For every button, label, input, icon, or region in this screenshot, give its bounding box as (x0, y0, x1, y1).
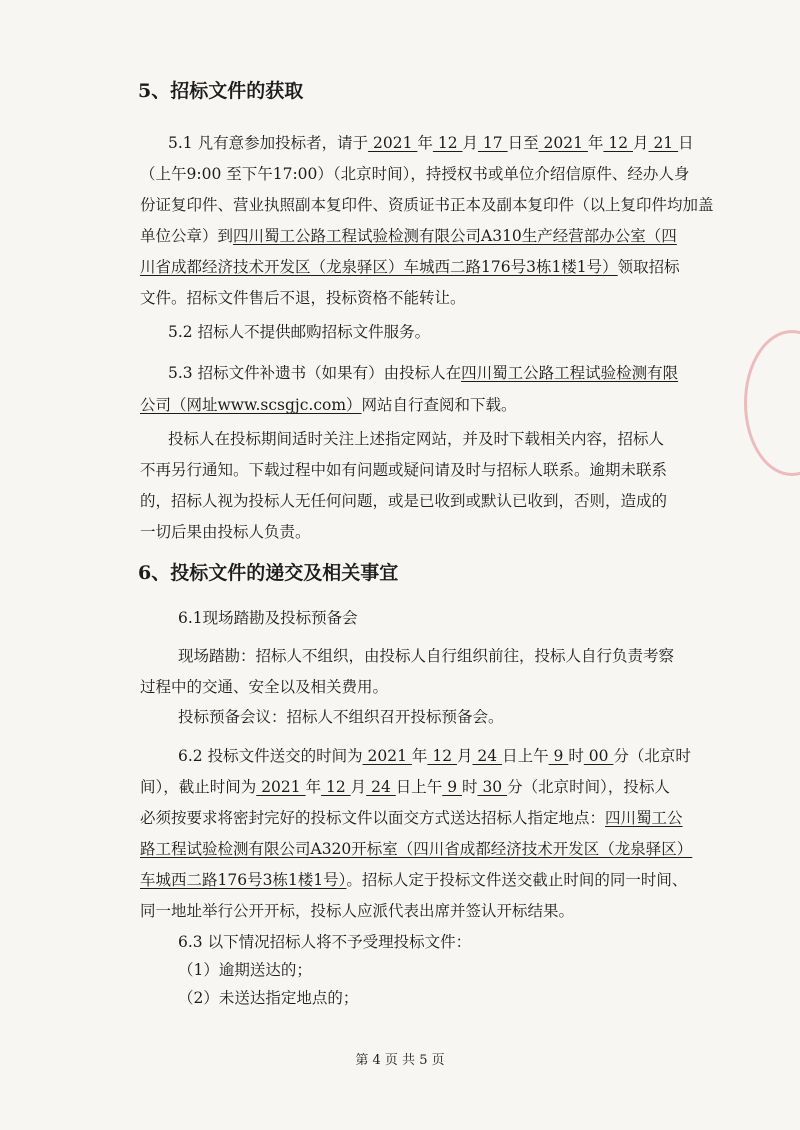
notice-line-4: 一切后果由投标人负责。 (140, 523, 311, 541)
para-5-3-line-2: 公司（网址www.scsgjc.com）网站自行查阅和下载。 (140, 396, 517, 414)
para-6-2-line-3: 必须按要求将密封完好的投标文件以面交方式送达招标人指定地点：四川蜀工公 (140, 809, 683, 827)
para-6-2-line-5: 车城西二路176号3栋1楼1号）。招标人定于投标文件送交截止时间的同一时间、 (140, 871, 688, 889)
pre-bid-meeting: 投标预备会议：招标人不组织召开投标预备会。 (178, 708, 504, 726)
para-5-1-line-4: 单位公章）到四川蜀工公路工程试验检测有限公司A310生产经营部办公室（四 (140, 227, 677, 245)
seal-stamp-edge (744, 330, 800, 476)
notice-line-3: 的，招标人视为投标人无任何问题，或是已收到或默认已收到，否则，造成的 (140, 492, 668, 510)
para-6-2-line-6: 同一地址举行公开开标，投标人应派代表出席并签认开标结果。 (140, 902, 575, 920)
para-6-2-line-4: 路工程试验检测有限公司A320开标室（四川省成都经济技术开发区（龙泉驿区） (140, 840, 693, 858)
section-5-heading: 5、招标文件的获取 (138, 80, 304, 102)
notice-line-2: 不再另行通知。下载过程中如有问题或疑问请及时与招标人联系。逾期未联系 (140, 461, 668, 479)
para-5-1-line-6: 文件。招标文件售后不退，投标资格不能转让。 (140, 289, 466, 307)
para-5-3-line-1: 5.3 招标文件补遗书（如果有）由投标人在四川蜀工公路工程试验检测有限 (168, 364, 679, 382)
para-5-1-line-2: （上午9:00 至下午17:00）（北京时间），持授权书或单位介绍信原件、经办人身 (140, 165, 690, 183)
page-number: 第 4 页 共 5 页 (355, 1053, 445, 1068)
para-6-2-line-1: 6.2 投标文件送交的时间为 2021 年 12 月 24 日上午 9 时 00 分（北京时 (178, 747, 691, 765)
para-5-1-line-5: 川省成都经济技术开发区（龙泉驿区）车城西二路176号3栋1楼1号）领取招标 (140, 258, 680, 276)
para-6-3-item-2: （2）未送达指定地点的； (178, 989, 359, 1007)
para-6-3-heading: 6.3 以下情况招标人将不予受理投标文件： (178, 933, 472, 951)
sub-6-1-heading: 6.1现场踏勘及投标预备会 (178, 609, 358, 627)
site-visit-line-1: 现场踏勘：招标人不组织，由投标人自行组织前往，投标人自行负责考察 (178, 647, 675, 665)
para-5-1-line-1: 5.1 凡有意参加投标者，请于 2021 年 12 月 17 日至 2021 年 12 月 21 日 (168, 134, 694, 152)
para-5-1-line-3: 份证复印件、营业执照副本复印件、资质证书正本及副本复印件（以上复印件均加盖 (140, 196, 714, 214)
section-6-heading: 6、投标文件的递交及相关事宜 (138, 562, 399, 584)
notice-line-1: 投标人在投标期间适时关注上述指定网站，并及时下载相关内容，招标人 (168, 430, 665, 448)
para-5-2: 5.2 招标人不提供邮购招标文件服务。 (168, 323, 431, 341)
para-6-3-item-1: （1）逾期送达的； (178, 961, 312, 979)
site-visit-line-2: 过程中的交通、安全以及相关费用。 (140, 678, 389, 696)
para-6-2-line-2: 间），截止时间为 2021 年 12 月 24 日上午 9 时 30 分（北京时间），投标人 (140, 778, 670, 796)
